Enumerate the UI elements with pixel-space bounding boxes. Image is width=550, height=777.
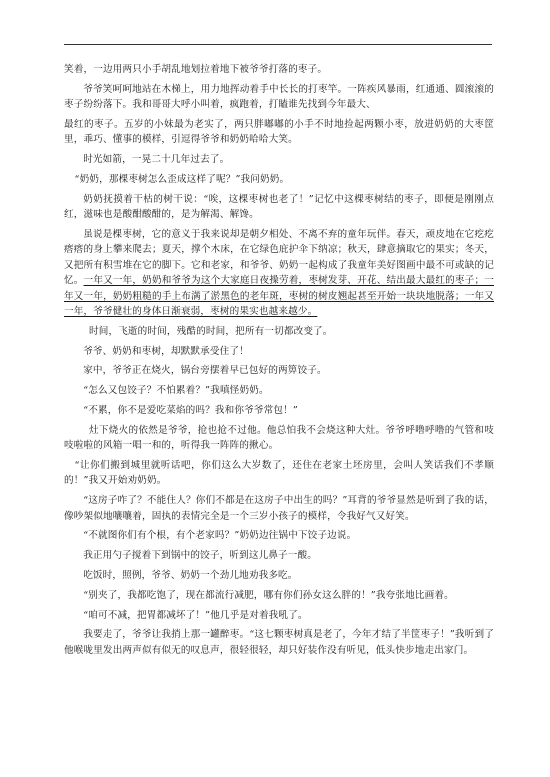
paragraph-14: “让你们搬到城里就听话吧，你们这么大岁数了，还住在老家土坯房里，会叫人笑话我们不孝顺的！”我又开始劝奶奶。 xyxy=(64,460,494,487)
header-rule xyxy=(64,44,492,45)
paragraph-7-text: 虽说是棵枣树，它的意义于我来说却是朝夕相处、不离不弃的童年玩伴。春天，顽皮地在它疙疙瘩瘩的身上攀来爬去；夏天，撑个木床，在它绿色庇护伞下纳凉；秋天，肆意摘取它的果实；冬天，又把所有积雪堆在它的脚下。它和老家，和爷爷、奶奶一起构成了我童年美好图画中最不可或缺的记忆。 xyxy=(64,229,494,287)
paragraph-13: 灶下烧火的依然是爷爷，抢也抢不过他。他总怕我不会烧这种大灶。爷爷呼噜呼噜的气管和吱吱啦啦的风箱一唱一和的，听得我一阵阵的揪心。 xyxy=(64,424,494,452)
paragraph-12: “不累，你不是爱吃菜焰的吗？我和你爷爷常包！” xyxy=(83,405,298,417)
paragraph-10: 家中，爷爷正在烧火，锅台旁摆着早已包好的两箅饺子。 xyxy=(83,365,327,377)
paragraph-7 xyxy=(64,227,494,319)
paragraph-16: “不就图你们有个根，有个老家吗？”奶奶边往锅中下饺子边说。 xyxy=(83,530,357,542)
paragraph-11: “怎么又包饺子？不怕累着？”我嗔怪奶奶。 xyxy=(83,385,269,397)
paragraph-8: 时间，飞逝的时间，残酷的时间，把所有一切都改变了。 xyxy=(88,325,333,337)
paragraph-17: 我正用勺子搅着下到锅中的饺子，听到这儿鼻子一酸。 xyxy=(83,550,318,562)
paragraph-15: “这房子咋了？不能住人？你们不都是在这房子中出生的吗？”耳背的爷爷显然是听到了我的话，像吵架似地嚷嚷着，固执的表情完全是一个三岁小孩子的模样，令我好气又好笑。 xyxy=(64,495,494,522)
paragraph-4: 时光如箭，一晃二十几年过去了。 xyxy=(83,154,230,166)
paragraph-9: 爷爷、奶奶和枣树，却默默承受住了！ xyxy=(83,345,249,357)
paragraph-3: 最红的枣子。五岁的小妹最为老实了，两只胖嘟嘟的小手不时地捡起两颗小枣，放进奶奶的大枣筐里，乖巧、懂事的模样，引逗得爷爷和奶奶哈哈大笑。 xyxy=(64,119,494,146)
paragraph-6: 奶奶抚摸着干枯的树干说：“唉，这棵枣树也老了！”记忆中这棵枣树结的枣子，即便是刚刚点红，滋味也是酸酣酸酣的，是为解渴、解馋。 xyxy=(64,193,494,221)
paragraph-2: 爷爷笑呵呵地站在木梯上，用力地挥动着手中长长的打枣竿。一阵疾风暴雨，红通通、圆滚滚的枣子纷纷落下。我和哥哥大呼小叫着，疯跑着，打瞌谁先找到今年最大、 xyxy=(64,83,494,111)
article-body xyxy=(64,62,494,663)
paragraph-18: 吃饭时，照例，爷爷、奶奶一个劲儿地劝我多吃。 xyxy=(83,570,298,582)
paragraph-21: 我要走了，爷爷让我捎上那一罐醉枣。“这七颗枣树真是老了，今年才结了半筐枣子！”我听到了他喉咙里发出两声似有似无的叹息声，很轻很轻，却只好装作没有听见，低头快步地走出家门。 xyxy=(64,629,494,656)
paragraph-20: “咱可不减，把胃都减坏了！”他几乎是对着我吼了。 xyxy=(83,609,308,621)
paragraph-19: “别夹了，我都吃饱了，现在都流行减肥，哪有你们孙女这么胖的！”我夸张地比画着。 xyxy=(83,589,454,601)
paragraph-1: 笑着，一边用两只小手胡乱地划拉着地下被爷爷打落的枣子。 xyxy=(64,64,328,75)
underlined-sentence: 一年又一年，奶奶和爷爷为这个大家庭日夜操劳着，枣树发芽、开花、结出最大最红的枣子；一年又一年，奶奶粗糙的手上布满了淤黑色的老年斑，枣树的树皮翘起甚至开始一块块地脱落；一年又一年，爷爷健壮的身体日渐衰弱，枣树的果实也越来越少。 xyxy=(64,275,494,318)
paragraph-5: “奶奶，那棵枣树怎么歪成这样了呢？”我问奶奶。 xyxy=(74,174,290,185)
